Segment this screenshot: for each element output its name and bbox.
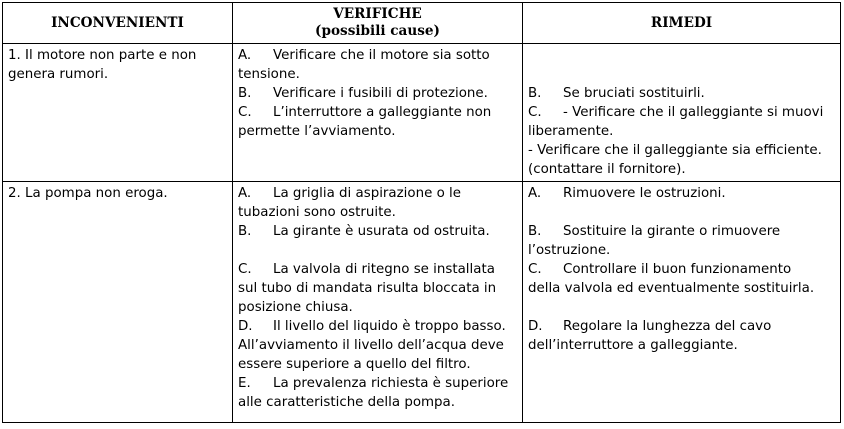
remedy-line: A. Rimuovere le ostruzioni. bbox=[528, 186, 726, 201]
problem-line: 1. Il motore non parte e non bbox=[8, 48, 197, 63]
checks-cell bbox=[233, 44, 523, 182]
header-rimedi: RIMEDI bbox=[523, 3, 841, 44]
problem-line: 2. La pompa non eroga. bbox=[8, 186, 168, 201]
check-line: tubazioni sono ostruite. bbox=[238, 205, 396, 220]
remedy-line: C. Controllare il buon funzionamento bbox=[528, 262, 792, 277]
troubleshooting-table bbox=[2, 2, 841, 423]
table-row bbox=[3, 44, 841, 182]
check-line: C. La valvola di ritegno se installata bbox=[238, 262, 495, 277]
remedy-line: dell’interruttore a galleggiante. bbox=[528, 338, 738, 353]
check-line: C. L’interruttore a galleggiante non bbox=[238, 105, 492, 120]
remedies-cell bbox=[523, 44, 841, 182]
check-line: sul tubo di mandata risulta bloccata in bbox=[238, 281, 497, 296]
remedy-line: C. - Verificare che il galleggiante si muovi bbox=[528, 105, 824, 120]
check-line: tensione. bbox=[238, 67, 300, 82]
check-line: B. Verificare i fusibili di protezione. bbox=[238, 86, 488, 101]
remedy-line: l’ostruzione. bbox=[528, 243, 611, 258]
problem-cell bbox=[3, 182, 233, 423]
header-verifiche: VERIFICHE (possibili cause) bbox=[233, 3, 523, 44]
remedy-line: della valvola ed eventualmente sostituirla. bbox=[528, 281, 815, 296]
checks-cell bbox=[233, 182, 523, 423]
remedy-line: D. Regolare la lunghezza del cavo bbox=[528, 319, 772, 334]
header-inconvenienti: INCONVENIENTI bbox=[3, 3, 233, 44]
check-line: permette l’avviamento. bbox=[238, 124, 396, 139]
check-line: alle caratteristiche della pompa. bbox=[238, 395, 456, 410]
check-line: A. Verificare che il motore sia sotto bbox=[238, 48, 490, 63]
check-line: A. La griglia di aspirazione o le bbox=[238, 186, 461, 201]
check-line: All’avviamento il livello dell’acqua deve bbox=[238, 338, 504, 353]
remedy-line: B. Se bruciati sostituirli. bbox=[528, 86, 705, 101]
check-line: essere superiore a quello del filtro. bbox=[238, 357, 471, 372]
header-row bbox=[3, 3, 841, 44]
remedy-line: B. Sostituire la girante o rimuovere bbox=[528, 224, 781, 239]
check-line: E. La prevalenza richiesta è superiore bbox=[238, 376, 509, 391]
remedy-line: (contattare il fornitore). bbox=[528, 162, 686, 177]
problem-line: genera rumori. bbox=[8, 67, 109, 82]
check-line: posizione chiusa. bbox=[238, 300, 353, 315]
remedy-line: liberamente. bbox=[528, 124, 614, 139]
check-line: B. La girante è usurata od ostruita. bbox=[238, 224, 490, 239]
remedy-line: - Verificare che il galleggiante sia efficiente. bbox=[528, 143, 822, 158]
remedies-cell bbox=[523, 182, 841, 423]
table-row bbox=[3, 182, 841, 423]
problem-cell bbox=[3, 44, 233, 182]
check-line: D. Il livello del liquido è troppo basso. bbox=[238, 319, 506, 334]
